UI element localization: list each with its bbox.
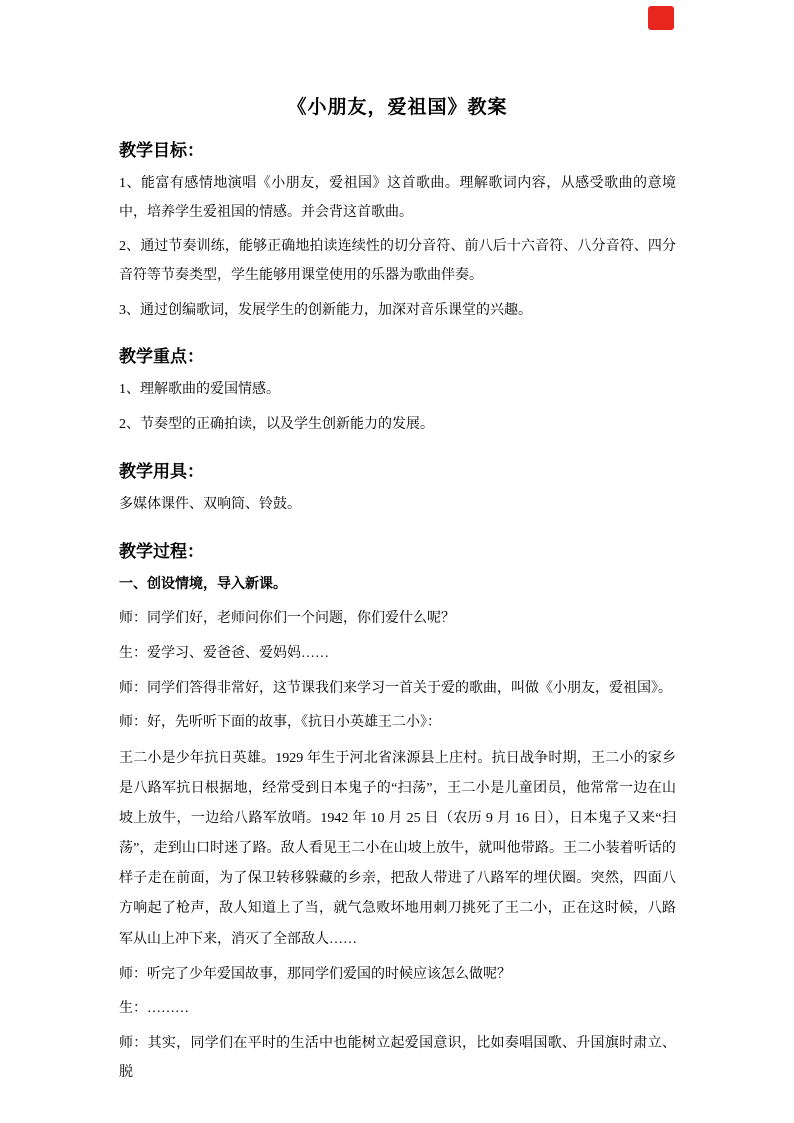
heading-objectives: 教学目标： bbox=[119, 141, 204, 160]
document-title: 《小朋友，爱祖国》教案 bbox=[287, 97, 508, 118]
objective-item-1: 1、能富有感情地演唱《小朋友，爱祖国》这首歌曲。理解歌词内容，从感受歌曲的意境中，培养学生爱祖国的情感。并会背这首歌曲。 bbox=[119, 176, 676, 220]
objective-item-2: 2、通过节奏训练，能够正确地拍读连续性的切分音符、前八后十六音符、八分音符、四分音符等节奏类型，学生能够用课堂使用的乐器为歌曲伴奏。 bbox=[119, 239, 676, 284]
dialogue-teacher-1: 师：同学们好，老师问你们一个问题，你们爱什么呢？ bbox=[119, 611, 455, 627]
story-paragraph: 王二小是少年抗日英雄。1929 年生于河北省涞源县上庄村。抗日战争时期，王二小的家乡是八路军抗日根据地，经常受到日本鬼子的“扫荡”，王二小是儿童团员，他常常一边在山坡上放牛，一边给八路军放哨。1942 年 10 月 25 日（农历 9 月 16 日），日本鬼子又来“扫荡”，走到山口时迷了路。敌人看见王二小在山坡上放牛，就叫他带路。王二小装着听话的样子走在前面，为了保卫转移躲藏的乡亲，把敌人带进了八路军的埋伏圈。突然，四面八方响起了枪声，敌人知道上了当，就气急败坏地用刺刀挑死了王二小，正在这时候，八路军从山上冲下来，消灭了全部敌人…… bbox=[119, 750, 676, 947]
dialogue-teacher-5: 师：其实，同学们在平时的生活中也能树立起爱国意识，比如奏唱国歌、升国旗时肃立、脱 bbox=[119, 1035, 676, 1080]
objective-item-3: 3、通过创编歌词，发展学生的创新能力，加深对音乐课堂的兴趣。 bbox=[119, 302, 532, 318]
site-logo-icon bbox=[648, 6, 674, 30]
tools-item-1: 多媒体课件、双响筒、铃鼓。 bbox=[119, 496, 301, 512]
dialogue-student-2: 生：……… bbox=[119, 1001, 189, 1017]
dialogue-teacher-2: 师：同学们答得非常好，这节课我们来学习一首关于爱的歌曲，叫做《小朋友，爱祖国》。 bbox=[119, 680, 672, 696]
dialogue-teacher-4: 师：听完了少年爱国故事，那同学们爱国的时候应该怎么做呢？ bbox=[119, 966, 511, 982]
dialogue-student-1: 生：爱学习、爱爸爸、爱妈妈…… bbox=[119, 645, 329, 661]
key-point-item-2: 2、节奏型的正确拍读，以及学生创新能力的发展。 bbox=[119, 417, 434, 433]
heading-process: 教学过程： bbox=[119, 541, 204, 561]
heading-key-points: 教学重点： bbox=[119, 347, 204, 367]
process-subheading: 一、创设情境，导入新课。 bbox=[119, 576, 287, 592]
heading-tools: 教学用具： bbox=[119, 461, 204, 481]
key-point-item-1: 1、理解歌曲的爱国情感。 bbox=[119, 382, 280, 398]
dialogue-teacher-3: 师：好，先听听下面的故事，《抗日小英雄王二小》： bbox=[119, 715, 441, 731]
